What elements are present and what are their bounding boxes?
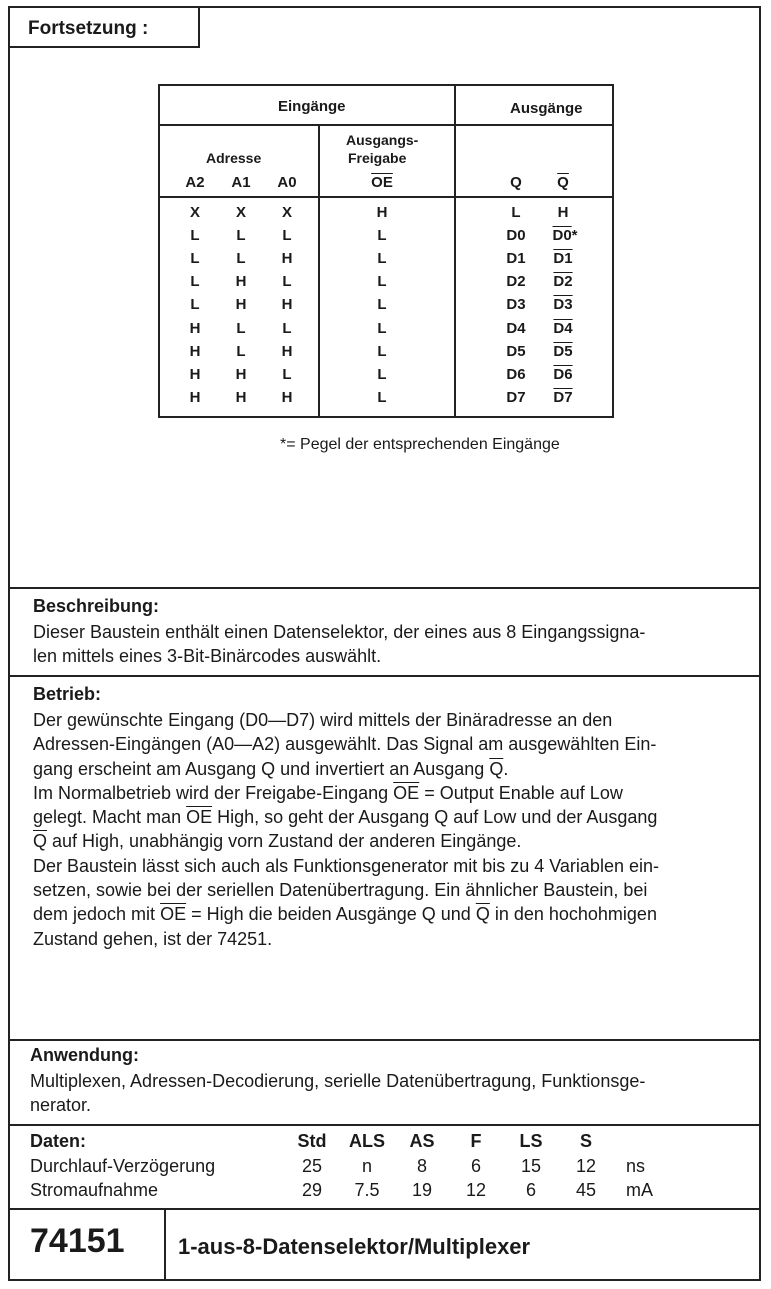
divider-body bbox=[160, 196, 612, 198]
daten-value: 15 bbox=[520, 1156, 542, 1176]
header-inputs: Eingänge bbox=[278, 98, 346, 115]
truth-cell-qbar: D2 bbox=[553, 273, 573, 291]
truth-cell-a0: X bbox=[281, 204, 292, 221]
daten-value: 29 bbox=[301, 1180, 323, 1200]
truth-cell-q: D2 bbox=[506, 273, 526, 291]
truth-cell-a1: L bbox=[236, 342, 246, 360]
divider-betrieb bbox=[8, 675, 761, 677]
truth-cell-oe: L bbox=[377, 250, 387, 268]
truth-cell-oe: L bbox=[377, 365, 387, 383]
truth-cell-a2: H bbox=[189, 388, 201, 406]
daten-value: 8 bbox=[416, 1156, 427, 1176]
header-outputs: Ausgänge bbox=[510, 100, 583, 117]
divider-address-enable bbox=[318, 126, 320, 416]
truth-cell-a0: H bbox=[281, 250, 293, 268]
betrieb-line: dem jedoch mit $\overline{OE}$ = High die beiden Ausgänge Q und $\overline{Q}$ in den hochohmigen bbox=[33, 904, 657, 925]
truth-cell-q: D1 bbox=[506, 250, 526, 268]
anwendung-title: Anwendung: bbox=[30, 1045, 139, 1065]
daten-value: 6 bbox=[525, 1180, 536, 1200]
truth-cell-a0: L bbox=[282, 365, 292, 383]
daten-column-header: LS bbox=[519, 1131, 543, 1151]
betrieb-title: Betrieb: bbox=[33, 684, 102, 704]
betrieb-line: gelegt. Macht man $\overline{OE}$ High, so geht der Ausgang Q auf Low und der Ausgang bbox=[33, 807, 658, 828]
divider-beschreibung bbox=[8, 587, 761, 589]
betrieb-line: setzen, sowie bei der seriellen Datenübertragung. Ein ähnlicher Baustein, bei bbox=[33, 880, 648, 901]
truth-cell-a0: H bbox=[281, 342, 293, 360]
truth-cell-qbar: D7 bbox=[553, 388, 573, 406]
address-label: Adresse bbox=[206, 150, 262, 166]
daten-column-header: F bbox=[470, 1131, 482, 1151]
truth-cell-oe: L bbox=[377, 388, 387, 406]
truth-cell-a1: H bbox=[235, 365, 247, 383]
daten-row-label: Durchlauf-Verzögerung bbox=[30, 1156, 216, 1176]
enable-label-2: Freigabe bbox=[348, 150, 407, 166]
truth-cell-a1: L bbox=[236, 250, 246, 268]
chip-number: 74151 bbox=[30, 1222, 125, 1260]
betrieb-line: Der Baustein lässt sich auch als Funktionsgenerator mit bis zu 4 Variablen ein- bbox=[33, 855, 659, 876]
truth-cell-a1: L bbox=[236, 227, 246, 245]
divider-chip bbox=[8, 1208, 761, 1210]
beschreibung-line: len mittels eines 3-Bit-Binärcodes auswählt. bbox=[33, 646, 382, 667]
anwendung-text bbox=[30, 1069, 745, 1118]
truth-cell-q: L bbox=[511, 204, 521, 221]
truth-cell-a2: L bbox=[190, 296, 200, 314]
col-a1: A1 bbox=[231, 174, 251, 191]
daten-value: 7.5 bbox=[354, 1180, 380, 1200]
truth-cell-a1: H bbox=[235, 296, 247, 314]
truth-cell-qbar: D0* bbox=[552, 227, 578, 245]
truth-cell-q: D7 bbox=[506, 388, 526, 406]
daten-value: 45 bbox=[575, 1180, 597, 1200]
truth-cell-a1: X bbox=[235, 204, 246, 221]
truth-cell-qbar: H bbox=[557, 204, 569, 221]
divider-header bbox=[160, 124, 612, 126]
truth-footnote: *= Pegel der entsprechenden Eingänge bbox=[280, 436, 560, 453]
truth-cell-oe: L bbox=[377, 319, 387, 337]
truth-cell-qbar: D3 bbox=[553, 296, 573, 314]
col-oe: $\overline{OE}$ bbox=[371, 174, 393, 191]
betrieb-line: $\overline{Q}$ auf High, unabhängig vorn Zustand der anderen Eingänge. bbox=[33, 831, 522, 852]
truth-cell-a0: L bbox=[282, 273, 292, 291]
truth-cell-q: D4 bbox=[506, 319, 526, 337]
truth-cell-a2: X bbox=[189, 204, 200, 221]
divider-anwendung bbox=[8, 1039, 761, 1041]
truth-cell-q: D5 bbox=[506, 342, 526, 360]
daten-value: 12 bbox=[575, 1156, 597, 1176]
continuation-box bbox=[8, 6, 200, 48]
truth-cell-a2: H bbox=[189, 319, 201, 337]
truth-cell-a2: L bbox=[190, 250, 200, 268]
beschreibung-text bbox=[33, 620, 745, 669]
daten-column-header: ALS bbox=[349, 1131, 385, 1151]
truth-cell-q: D6 bbox=[506, 365, 526, 383]
truth-cell-a0: L bbox=[282, 227, 292, 245]
daten-value: 12 bbox=[465, 1180, 487, 1200]
betrieb-line: gang erscheint am Ausgang Q und invertiert an Ausgang $\overline{Q}$. bbox=[33, 758, 509, 779]
truth-cell-a1: H bbox=[235, 273, 247, 291]
truth-cell-a2: L bbox=[190, 227, 200, 245]
daten-column-header: S bbox=[579, 1131, 592, 1151]
daten-unit: mA bbox=[626, 1180, 653, 1200]
daten-value: 19 bbox=[411, 1180, 433, 1200]
daten-row-label: Stromaufnahme bbox=[30, 1180, 159, 1200]
betrieb-text bbox=[33, 708, 745, 951]
betrieb-line: Im Normalbetrieb wird der Freigabe-Eingang $\overline{OE}$ = Output Enable auf Low bbox=[33, 782, 623, 803]
anwendung-line: Multiplexen, Adressen-Decodierung, serielle Datenübertragung, Funktionsge- bbox=[30, 1071, 646, 1091]
betrieb-line: Adressen-Eingängen (A0—A2) ausgewählt. Das Signal am ausgewählten Ein- bbox=[33, 734, 657, 755]
betrieb-line: Der gewünschte Eingang (D0—D7) wird mittels der Binäradresse an den bbox=[33, 710, 613, 730]
truth-cell-a0: H bbox=[281, 296, 293, 314]
beschreibung-line: Dieser Baustein enthält einen Datenselektor, der eines aus 8 Eingangssigna- bbox=[33, 622, 646, 642]
beschreibung-title: Beschreibung: bbox=[33, 596, 160, 616]
daten-column-header: AS bbox=[409, 1131, 435, 1151]
truth-cell-oe: L bbox=[377, 227, 387, 245]
daten-unit: ns bbox=[626, 1156, 646, 1176]
daten-title: Daten: bbox=[30, 1131, 87, 1151]
truth-cell-a0: H bbox=[281, 388, 293, 406]
truth-cell-oe: H bbox=[376, 204, 388, 221]
divider-daten bbox=[8, 1124, 761, 1126]
enable-label-1: Ausgangs- bbox=[346, 132, 419, 148]
col-qbar: $\overline{Q}$ bbox=[557, 174, 569, 191]
truth-cell-oe: L bbox=[377, 296, 387, 314]
truth-cell-oe: L bbox=[377, 342, 387, 360]
truth-cell-qbar: D5 bbox=[553, 342, 573, 360]
truth-cell-qbar: D6 bbox=[553, 365, 573, 383]
col-a2: A2 bbox=[185, 174, 205, 191]
truth-cell-a0: L bbox=[282, 319, 292, 337]
col-a0: A0 bbox=[277, 174, 297, 191]
daten-value: n bbox=[361, 1156, 372, 1176]
anwendung-line: nerator. bbox=[30, 1095, 92, 1116]
divider-inputs-outputs bbox=[454, 86, 456, 416]
truth-table bbox=[158, 84, 614, 418]
truth-cell-a2: L bbox=[190, 273, 200, 291]
betrieb-line: Zustand gehen, ist der 74251. bbox=[33, 928, 273, 949]
truth-cell-qbar: D4 bbox=[553, 319, 573, 337]
truth-cell-qbar: D1 bbox=[553, 250, 573, 268]
daten-value: 25 bbox=[301, 1156, 323, 1176]
chip-divider bbox=[164, 1208, 166, 1281]
chip-title: 1-aus-8-Datenselektor/Multiplexer bbox=[178, 1234, 531, 1259]
continuation-label: Fortsetzung : bbox=[28, 18, 149, 39]
truth-cell-q: D0 bbox=[506, 227, 526, 245]
truth-cell-a1: L bbox=[236, 319, 246, 337]
col-q: Q bbox=[510, 174, 522, 191]
truth-cell-a1: H bbox=[235, 388, 247, 406]
truth-cell-a2: H bbox=[189, 342, 201, 360]
truth-cell-oe: L bbox=[377, 273, 387, 291]
daten-column-header: Std bbox=[297, 1131, 327, 1151]
truth-cell-q: D3 bbox=[506, 296, 526, 314]
truth-cell-a2: H bbox=[189, 365, 201, 383]
daten-value: 6 bbox=[470, 1156, 481, 1176]
